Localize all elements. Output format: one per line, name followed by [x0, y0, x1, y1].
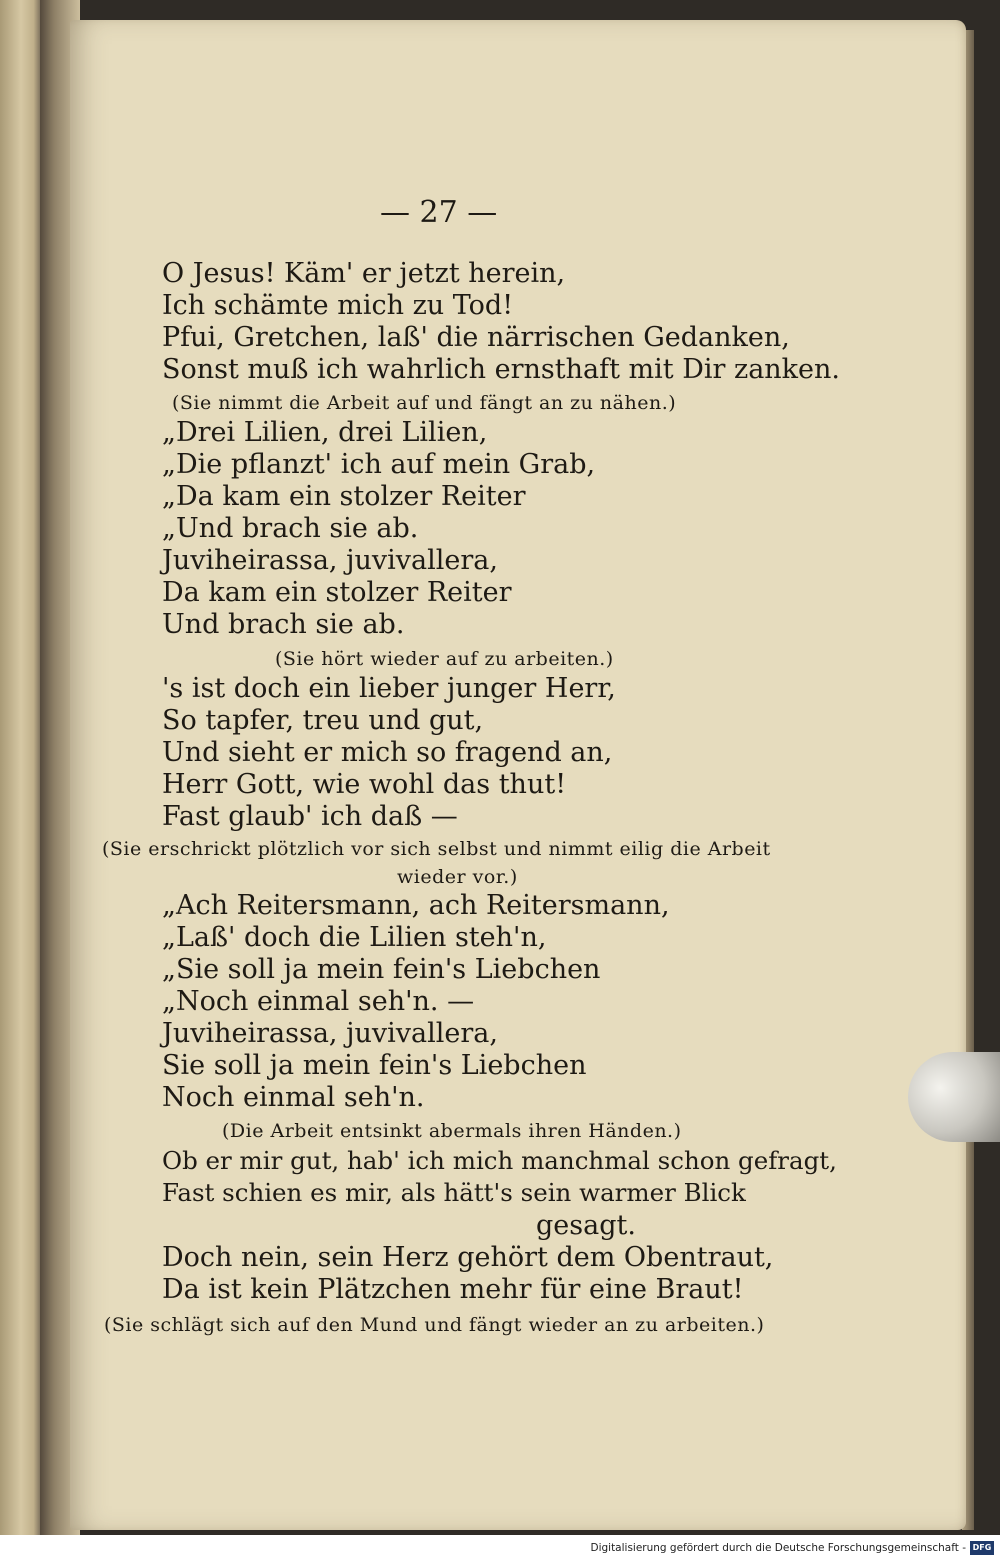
footer-credit: Digitalisierung gefördert durch die Deutsche Forschungsgemeinschaft - — [590, 1542, 966, 1554]
verse-line: Da ist kein Plätzchen mehr für eine Braut! — [162, 1274, 744, 1305]
stage-direction: (Sie schlägt sich auf den Mund und fängt wieder an zu arbeiten.) — [104, 1314, 765, 1336]
verse-line: „Und brach sie ab. — [162, 513, 419, 544]
verse-line: Sonst muß ich wahrlich ernsthaft mit Dir zanken. — [162, 354, 840, 385]
verse-line: „Da kam ein stolzer Reiter — [162, 481, 526, 512]
left-page-edge — [0, 0, 42, 1535]
stage-direction: (Die Arbeit entsinkt abermals ihren Händen.) — [222, 1120, 682, 1142]
verse-line: Juviheirassa, juvivallera, — [162, 1018, 498, 1049]
verse-line: Da kam ein stolzer Reiter — [162, 577, 512, 608]
dfg-logo: DFG — [970, 1541, 994, 1555]
verse-line: 's ist doch ein lieber junger Herr, — [162, 673, 616, 704]
verse-line: „Drei Lilien, drei Lilien, — [162, 417, 488, 448]
stage-direction: (Sie nimmt die Arbeit auf und fängt an zu nähen.) — [172, 392, 677, 414]
verse-line: „Noch einmal seh'n. — — [162, 986, 475, 1017]
verse-line: Fast glaub' ich daß — — [162, 801, 458, 832]
verse-line: Ich schämte mich zu Tod! — [162, 290, 514, 321]
verse-line: Juviheirassa, juvivallera, — [162, 545, 498, 576]
verse-line: Doch nein, sein Herz gehört dem Obentraut, — [162, 1242, 774, 1273]
verse-line: O Jesus! Käm' er jetzt herein, — [162, 258, 566, 289]
verse-line: „Laß' doch die Lilien steh'n, — [162, 922, 547, 953]
verse-line: Und sieht er mich so fragend an, — [162, 737, 613, 768]
page-number: — 27 — — [380, 195, 498, 230]
verse-line: Ob er mir gut, hab' ich mich manchmal schon gefragt, — [162, 1146, 837, 1175]
verse-line: Pfui, Gretchen, laß' die närrischen Gedanken, — [162, 322, 790, 353]
stage-direction: wieder vor.) — [397, 866, 518, 888]
verse-line: Noch einmal seh'n. — [162, 1082, 425, 1113]
page-clip — [908, 1052, 1000, 1142]
verse-line: Und brach sie ab. — [162, 609, 405, 640]
verse-line: „Sie soll ja mein fein's Liebchen — [162, 954, 601, 985]
verse-line: So tapfer, treu und gut, — [162, 705, 484, 736]
verse-line: gesagt. — [536, 1210, 636, 1241]
verse-line: Fast schien es mir, als hätt's sein warmer Blick — [162, 1178, 746, 1207]
stage-direction: (Sie erschrickt plötzlich vor sich selbst und nimmt eilig die Arbeit — [102, 838, 771, 860]
verse-line: „Die pflanzt' ich auf mein Grab, — [162, 449, 596, 480]
verse-line: Herr Gott, wie wohl das thut! — [162, 769, 567, 800]
stage-direction: (Sie hört wieder auf zu arbeiten.) — [275, 648, 614, 670]
verse-line: „Ach Reitersmann, ach Reitersmann, — [162, 890, 670, 921]
verse-line: Sie soll ja mein fein's Liebchen — [162, 1050, 587, 1081]
